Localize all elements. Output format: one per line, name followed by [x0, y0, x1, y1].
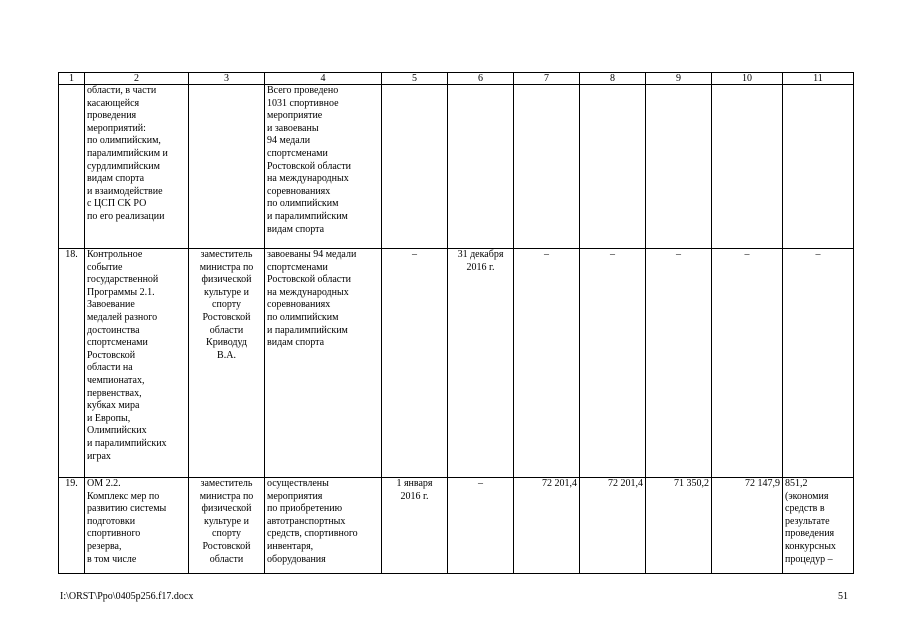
end-date-cell: – — [448, 478, 514, 574]
start-date-cell: 1 января 2016 г. — [382, 478, 448, 574]
value-cell: 72 147,9 — [712, 478, 783, 574]
program-table — [58, 72, 854, 574]
event-name-cell: области, в части касающейся проведения мероприятий: по олимпийским, паралимпийским и сурдлимпийским видам спорта и взаимодействие с ЦСП СК РО по его реализации — [85, 85, 189, 249]
file-path: I:\ORST\Ppo\0405p256.f17.docx — [60, 591, 194, 602]
header-cell: 9 — [646, 73, 712, 85]
value-cell — [580, 85, 646, 249]
header-cell: 11 — [783, 73, 854, 85]
note-cell: 851,2 (экономия средств в результате проведения конкурсных процедур – — [783, 478, 854, 574]
value-cell — [712, 85, 783, 249]
event-name-cell: ОМ 2.2. Комплекс мер по развитию системы подготовки спортивного резерва, в том числе — [85, 478, 189, 574]
page-number: 51 — [838, 591, 848, 602]
header-cell: 6 — [448, 73, 514, 85]
header-cell: 3 — [189, 73, 265, 85]
value-cell: – — [514, 249, 580, 478]
start-date-cell — [382, 85, 448, 249]
row-number-cell — [59, 85, 85, 249]
row-number-cell: 19. — [59, 478, 85, 574]
table-row — [59, 85, 854, 249]
value-cell: – — [646, 249, 712, 478]
header-cell: 10 — [712, 73, 783, 85]
value-cell: 71 350,2 — [646, 478, 712, 574]
end-date-cell: 31 декабря 2016 г. — [448, 249, 514, 478]
note-cell — [783, 85, 854, 249]
table-row — [59, 249, 854, 478]
note-cell: – — [783, 249, 854, 478]
value-cell: – — [580, 249, 646, 478]
value-cell: – — [712, 249, 783, 478]
result-cell: Всего проведено 1031 спортивное мероприятие и завоеваны 94 медали спортсменами Ростовской области на международных соревнованиях по олимпийским и паралимпийским видам спорта — [265, 85, 382, 249]
responsible-cell: заместитель министра по физической культуре и спорту Ростовской области Криводуд В.А. — [189, 249, 265, 478]
event-name-cell: Контрольное событие государственной Программы 2.1. Завоевание медалей разного достоинства спортсменами Ростовской области на чемпионатах, первенствах, кубках мира и Европы, Олимпийских и паралимпийских играх — [85, 249, 189, 478]
column-number-row — [59, 73, 854, 85]
header-cell: 5 — [382, 73, 448, 85]
value-cell: 72 201,4 — [514, 478, 580, 574]
row-number-cell: 18. — [59, 249, 85, 478]
value-cell — [646, 85, 712, 249]
table-row — [59, 478, 854, 574]
start-date-cell: – — [382, 249, 448, 478]
header-cell: 7 — [514, 73, 580, 85]
header-cell: 1 — [59, 73, 85, 85]
responsible-cell — [189, 85, 265, 249]
result-cell: осуществлены мероприятия по приобретению автотранспортных средств, спортивного инвентаря, оборудования — [265, 478, 382, 574]
result-cell: завоеваны 94 медали спортсменами Ростовской области на международных соревнованиях по олимпийским и паралимпийским видам спорта — [265, 249, 382, 478]
header-cell: 4 — [265, 73, 382, 85]
header-cell: 2 — [85, 73, 189, 85]
header-cell: 8 — [580, 73, 646, 85]
value-cell: 72 201,4 — [580, 478, 646, 574]
end-date-cell — [448, 85, 514, 249]
responsible-cell: заместитель министра по физической культуре и спорту Ростовской области — [189, 478, 265, 574]
value-cell — [514, 85, 580, 249]
